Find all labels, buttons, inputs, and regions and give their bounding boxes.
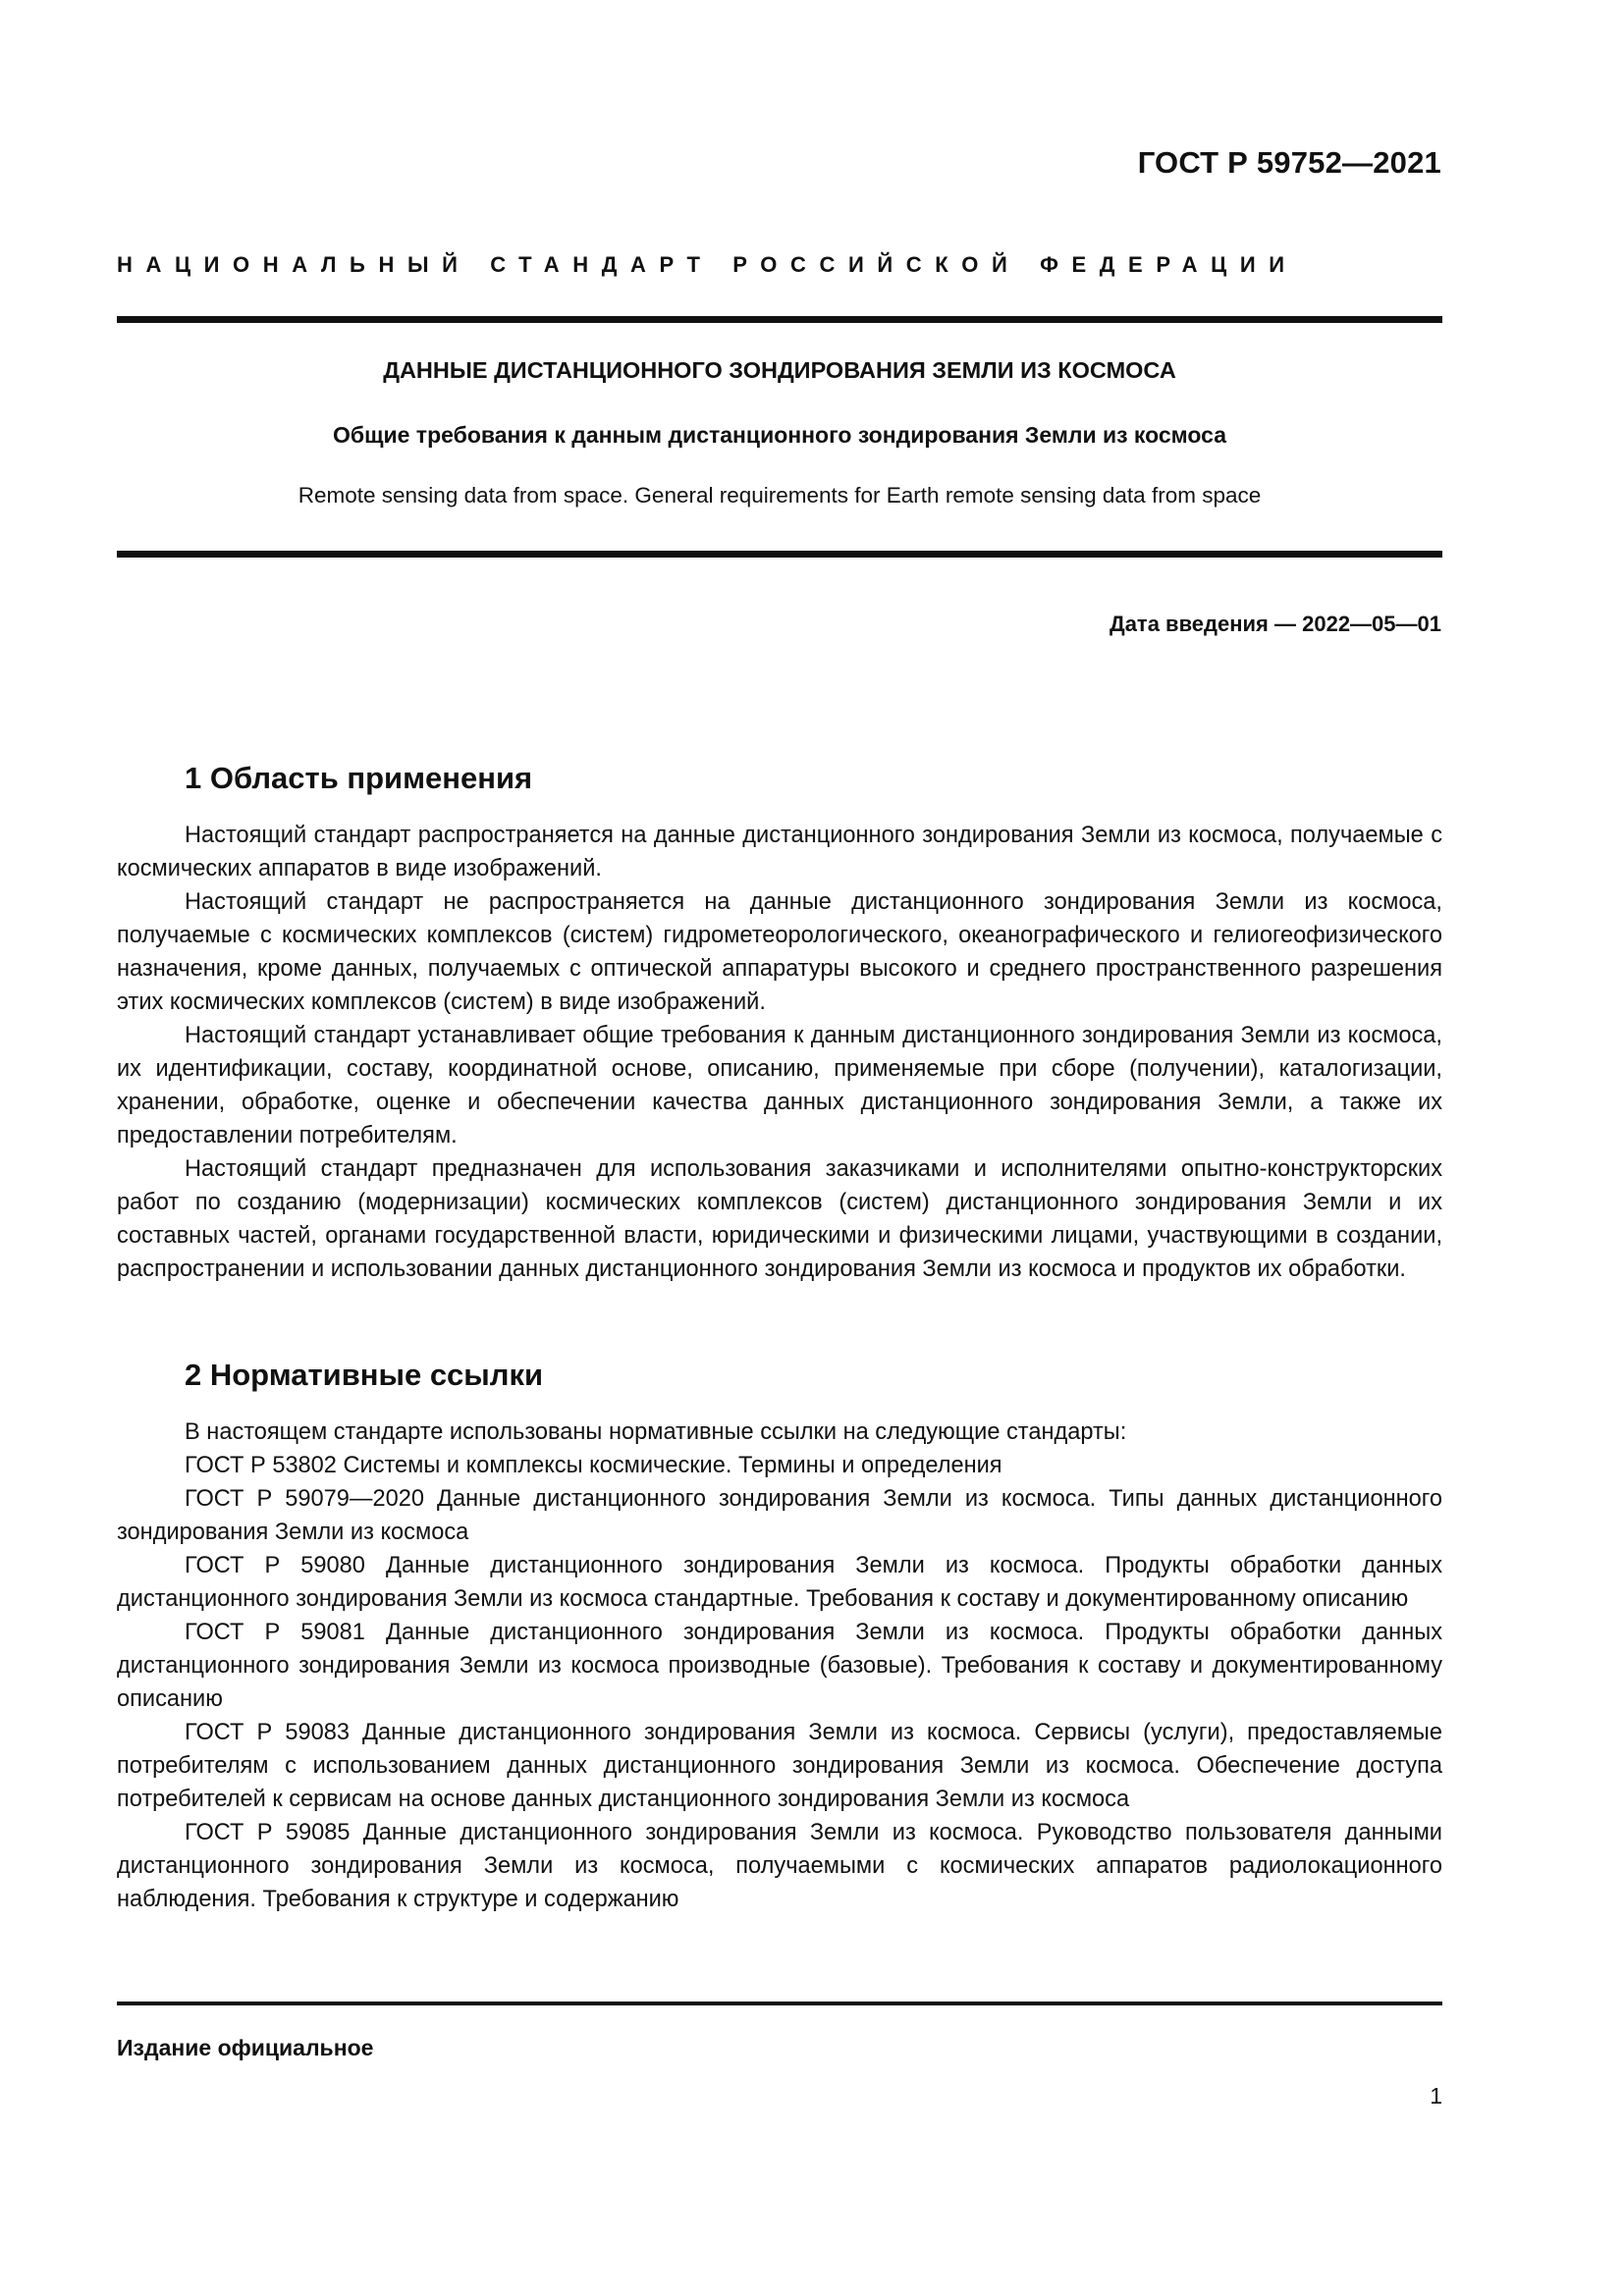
- title-divider: [117, 551, 1442, 558]
- section-body-normative-references: [117, 1415, 1442, 1916]
- section-body-scope: [117, 819, 1442, 1286]
- footer-divider: [117, 2002, 1442, 2005]
- introduction-date: Дата введения — 2022—05—01: [1110, 612, 1441, 636]
- edition-label: Издание официальное: [117, 2035, 374, 2060]
- reference-item: ГОСТ Р 59080 Данные дистанционного зондирования Земли из космоса. Продукты обработки данных дистанционного зондирования Земли из космоса стандартные. Требования к составу и документированному описанию: [117, 1553, 1442, 1612]
- paragraph: Настоящий стандарт распространяется на данные дистанционного зондирования Земли из космоса, получаемые с космических аппаратов в виде изображений.: [117, 823, 1442, 881]
- section-heading-scope: 1 Область применения: [185, 761, 533, 795]
- paragraph: В настоящем стандарте использованы нормативные ссылки на следующие стандарты:: [185, 1419, 1127, 1445]
- reference-item: ГОСТ Р 59085 Данные дистанционного зондирования Земли из космоса. Руководство пользователя данными дистанционного зондирования Земли из космоса, получаемыми с космических аппаратов радиолокационного наблюдения. Требования к структуре и содержанию: [117, 1820, 1442, 1912]
- standard-banner: НАЦИОНАЛЬНЫЙ СТАНДАРТ РОССИЙСКОЙ ФЕДЕРАЦИИ: [117, 252, 1298, 277]
- document-title: ДАННЫЕ ДИСТАНЦИОННОГО ЗОНДИРОВАНИЯ ЗЕМЛИ ИЗ КОСМОСА: [383, 357, 1176, 383]
- paragraph: Настоящий стандарт не распространяется на данные дистанционного зондирования Земли из космоса, получаемые с космических комплексов (систем) гидрометеорологического, океанографического и гелиогеофизического назначения, кроме данных, получаемых с оптической аппаратуры высокого и среднего пространственного разрешения этих космических комплексов (систем) в виде изображений.: [117, 889, 1442, 1015]
- document-code: ГОСТ Р 59752—2021: [1137, 145, 1441, 180]
- reference-item: ГОСТ Р 59081 Данные дистанционного зондирования Земли из космоса. Продукты обработки данных дистанционного зондирования Земли из космоса производные (базовые). Требования к составу и документированному описанию: [117, 1620, 1442, 1712]
- paragraph: Настоящий стандарт предназначен для использования заказчиками и исполнителями опытно-конструкторских работ по созданию (модернизации) космических комплексов (систем) дистанционного зондирования Земли и их составных частей, органами государственной власти, юридическими и физическими лицами, участвующими в создании, распространении и использовании данных дистанционного зондирования Земли из космоса и продуктов их обработки.: [117, 1156, 1442, 1282]
- paragraph: Настоящий стандарт устанавливает общие требования к данным дистанционного зондирования Земли из космоса, их идентификации, составу, координатной основе, описанию, применяемые при сборе (получении), каталогизации, хранении, обработке, оценке и обеспечении качества данных дистанционного зондирования Земли, а также их предоставлении потребителям.: [117, 1023, 1442, 1148]
- reference-item: ГОСТ Р 53802 Системы и комплексы космические. Термины и определения: [185, 1453, 1002, 1478]
- reference-item: ГОСТ Р 59083 Данные дистанционного зондирования Земли из космоса. Сервисы (услуги), предоставляемые потребителям с использованием данных дистанционного зондирования Земли из космоса. Обеспечение доступа потребителей к сервисам на основе данных дистанционного зондирования Земли из космоса: [117, 1720, 1442, 1812]
- page-number: 1: [1430, 2083, 1442, 2109]
- section-heading-normative-references: 2 Нормативные ссылки: [185, 1358, 544, 1392]
- top-divider: [117, 316, 1442, 323]
- document-subtitle: Общие требования к данным дистанционного зондирования Земли из космоса: [332, 422, 1227, 448]
- reference-item: ГОСТ Р 59079—2020 Данные дистанционного зондирования Земли из космоса. Типы данных дистанционного зондирования Земли из космоса: [117, 1486, 1442, 1545]
- document-title-english: Remote sensing data from space. General requirements for Earth remote sensing data from space: [298, 483, 1262, 507]
